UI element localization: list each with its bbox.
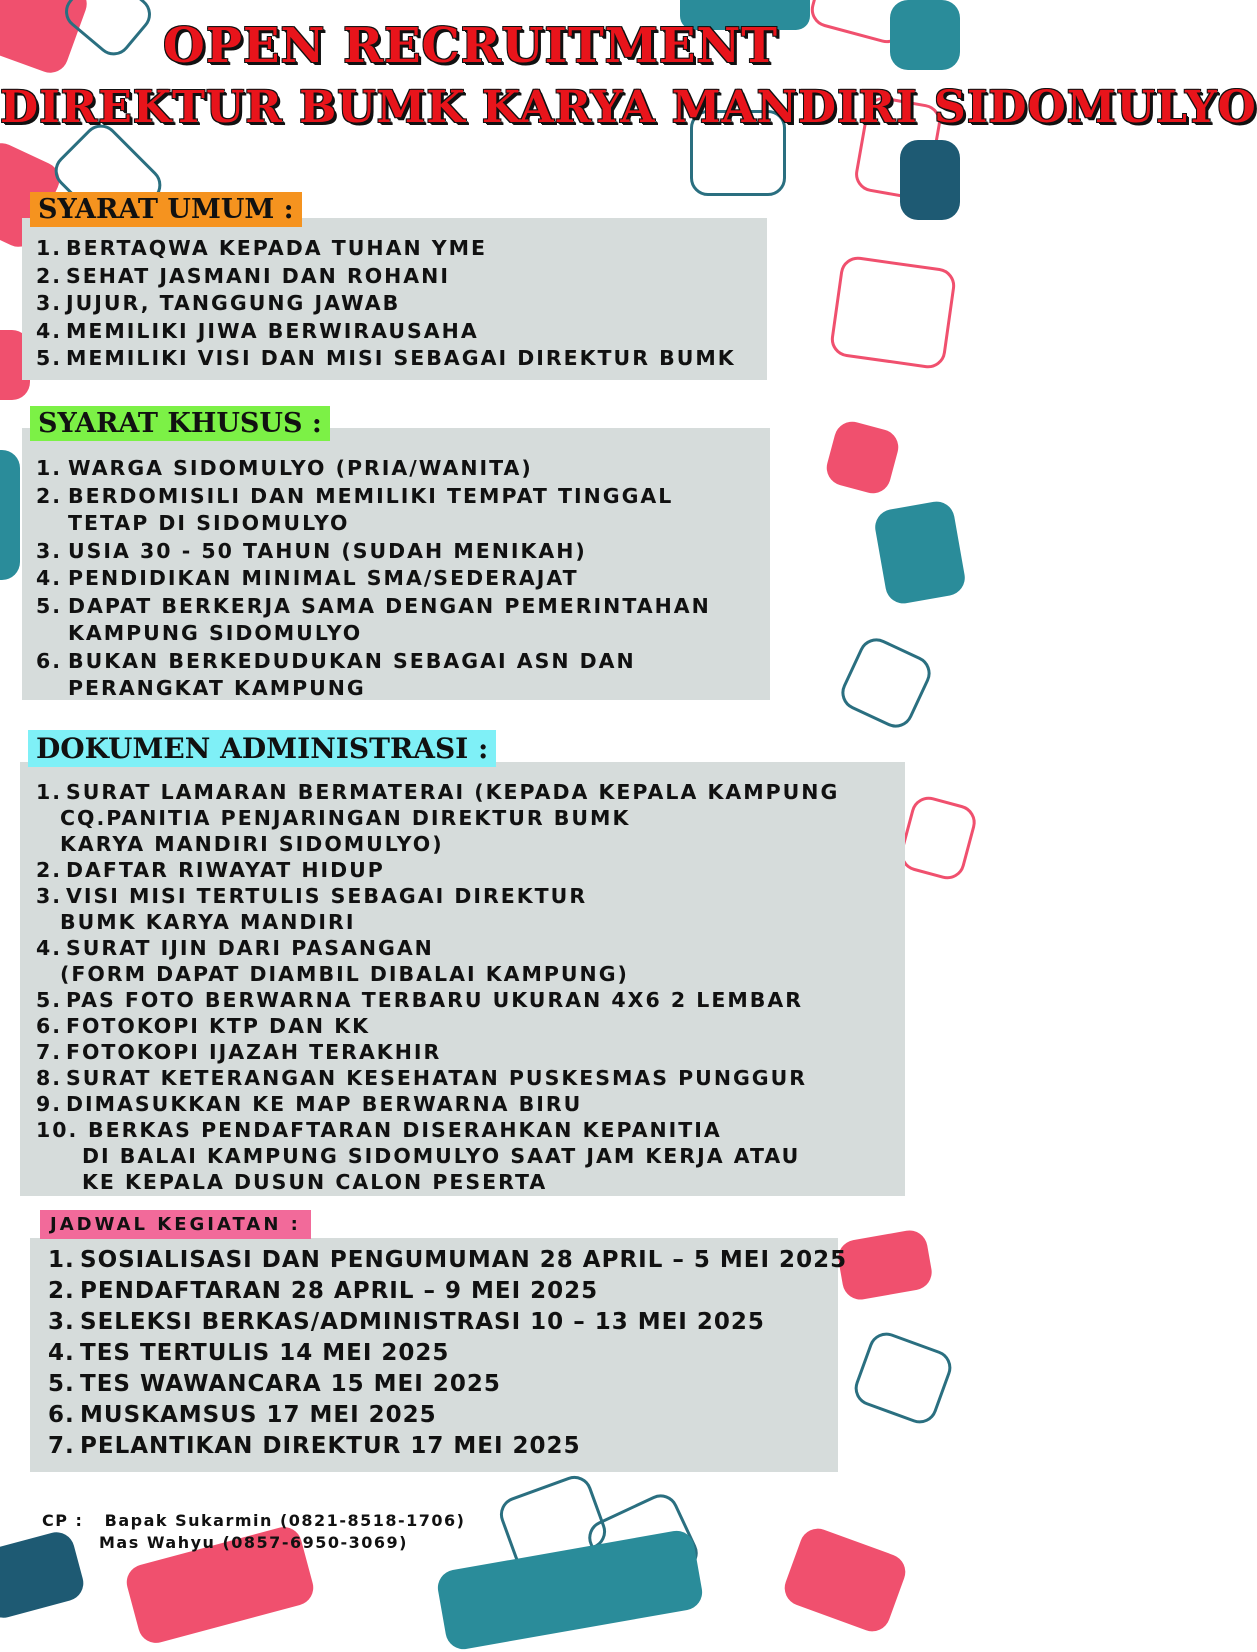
jadwal-item-number: 1. [48,1247,75,1273]
dokumen-item-text: PAS FOTO BERWARNA TERBARU UKURAN 4X6 2 LEMBAR [66,988,804,1012]
syarat-khusus-item [36,648,711,703]
dokumen-item-number: 6. [36,1014,63,1038]
syarat-umum-item [36,235,736,263]
dokumen-item [36,1117,839,1195]
syarat-umum-item-number: 3. [36,291,63,315]
syarat-khusus-item-number: 6. [36,648,63,673]
dokumen-item-number: 4. [36,936,63,960]
syarat-khusus-item [36,593,711,648]
dokumen-item-continuation: DI BALAI KAMPUNG SIDOMULYO SAAT JAM KERJA ATAU [82,1144,801,1168]
jadwal-item-text: PELANTIKAN DIREKTUR 17 MEI 2025 [80,1433,581,1459]
dokumen-item-number: 5. [36,988,63,1012]
dokumen-item-text: BERKAS PENDAFTARAN DISERAHKAN KEPANITIA [88,1118,722,1142]
dokumen-item [36,1013,839,1039]
syarat-khusus-item-number: 5. [36,593,63,618]
decorative-shape [835,1228,934,1303]
jadwal-item-number: 4. [48,1340,75,1366]
dokumen-item [36,1039,839,1065]
decorative-shape [900,140,960,220]
jadwal-item-number: 2. [48,1278,75,1304]
syarat-khusus-item-text: DAPAT BERKERJA SAMA DENGAN PEMERINTAHAN [68,593,711,618]
syarat-khusus-item-text: BERDOMISILI DAN MEMILIKI TEMPAT TINGGAL [68,483,674,508]
dokumen-item-number: 9. [36,1092,63,1116]
syarat-khusus-item-number: 2. [36,483,63,508]
syarat-khusus-item-continuation: PERANGKAT KAMPUNG [68,676,366,700]
syarat-khusus-item-text: USIA 30 - 50 TAHUN (SUDAH MENIKAH) [68,538,587,563]
syarat-khusus-item [36,565,711,593]
jadwal-item-number: 5. [48,1371,75,1397]
title-line-2: DIREKTUR BUMK KARYA MANDIRI SIDOMULYO [0,82,1257,133]
dokumen-item [36,1091,839,1117]
syarat-khusus-list [36,455,711,703]
decorative-shape [780,1524,911,1637]
dokumen-item-number: 1. [36,780,63,804]
dokumen-item-text: FOTOKOPI IJAZAH TERAKHIR [66,1040,442,1064]
syarat-umum-item-number: 4. [36,318,63,343]
jadwal-item-text: TES TERTULIS 14 MEI 2025 [80,1340,450,1366]
jadwal-item-text: MUSKAMSUS 17 MEI 2025 [80,1402,437,1428]
dokumen-item-text: FOTOKOPI KTP DAN KK [66,1014,370,1038]
decorative-shape [0,450,20,580]
contact-label: CP : [42,1511,84,1530]
syarat-khusus-item-number: 3. [36,538,63,563]
dokumen-item [36,883,839,935]
syarat-umum-item [36,263,736,291]
dokumen-item [36,987,839,1013]
syarat-khusus-item-text: PENDIDIKAN MINIMAL SMA/SEDERAJAT [68,566,579,590]
syarat-umum-list [36,235,736,373]
decorative-shape [872,499,967,606]
syarat-umum-item-text: SEHAT JASMANI DAN ROHANI [66,263,450,288]
jadwal-item-number: 7. [48,1433,75,1459]
dokumen-item-text: DIMASUKKAN KE MAP BERWARNA BIRU [66,1092,583,1116]
jadwal-item-number: 3. [48,1309,75,1335]
jadwal-item-number: 6. [48,1402,75,1428]
jadwal-item [48,1338,847,1369]
syarat-umum-heading: SYARAT UMUM : [30,192,302,227]
dokumen-item [36,779,839,857]
dokumen-item-continuation: (FORM DAPAT DIAMBIL DIBALAI KAMPUNG) [60,962,629,986]
syarat-khusus-item-text: WARGA SIDOMULYO (PRIA/WANITA) [68,456,533,480]
dokumen-item-text: SURAT KETERANGAN KESEHATAN PUSKESMAS PUNGGUR [66,1066,808,1090]
syarat-umum-item-text: MEMILIKI JIWA BERWIRAUSAHA [66,318,479,343]
decorative-shape [836,633,937,734]
syarat-umum-item-text: JUJUR, TANGGUNG JAWAB [66,291,401,315]
dokumen-item-continuation: KARYA MANDIRI SIDOMULYO) [60,832,444,856]
dokumen-item [36,857,839,883]
syarat-khusus-item [36,538,711,566]
dokumen-item-continuation: KE KEPALA DUSUN CALON PESERTA [82,1170,548,1194]
syarat-khusus-item [36,455,711,483]
contact-block [42,1510,465,1554]
dokumen-list [36,779,839,1195]
syarat-umum-item [36,318,736,346]
syarat-khusus-heading: SYARAT KHUSUS : [30,406,330,441]
jadwal-item [48,1400,847,1431]
dokumen-item-number: 10. [36,1118,79,1142]
contact-line-2 [42,1532,465,1554]
jadwal-item [48,1431,847,1462]
dokumen-item-text: VISI MISI TERTULIS SEBAGAI DIREKTUR [66,884,588,908]
dokumen-item [36,1065,839,1091]
syarat-khusus-item-text: BUKAN BERKEDUDUKAN SEBAGAI ASN DAN [68,648,636,673]
syarat-khusus-item-number: 1. [36,456,63,480]
syarat-umum-item-text: MEMILIKI VISI DAN MISI SEBAGAI DIREKTUR BUMK [66,346,736,370]
syarat-khusus-item-continuation: TETAP DI SIDOMULYO [68,511,350,535]
dokumen-item-text: DAFTAR RIWAYAT HIDUP [66,858,385,882]
syarat-umum-item [36,345,736,373]
dokumen-item [36,935,839,987]
contact-person-1: Bapak Sukarmin (0821-8518-1706) [104,1511,466,1530]
dokumen-item-number: 8. [36,1066,63,1090]
jadwal-item [48,1307,847,1338]
jadwal-item-text: PENDAFTARAN 28 APRIL – 9 MEI 2025 [80,1278,599,1304]
dokumen-item-continuation: CQ.PANITIA PENJARINGAN DIREKTUR BUMK [60,806,631,830]
dokumen-item-number: 7. [36,1040,63,1064]
syarat-umum-item-number: 5. [36,346,63,370]
syarat-umum-item-number: 1. [36,236,63,260]
dokumen-item-text: SURAT LAMARAN BERMATERAI (KEPADA KEPALA KAMPUNG [66,780,840,804]
title-line-1: OPEN RECRUITMENT [163,18,778,74]
dokumen-item-number: 3. [36,884,63,908]
jadwal-list [48,1245,847,1462]
decorative-shape [850,1328,957,1429]
syarat-umum-item-number: 2. [36,263,63,288]
jadwal-item-text: SELEKSI BERKAS/ADMINISTRASI 10 – 13 MEI 2025 [80,1309,765,1335]
syarat-khusus-item [36,483,711,538]
decorative-shape [829,254,958,370]
decorative-shape [896,793,979,883]
jadwal-item [48,1245,847,1276]
jadwal-item-text: SOSIALISASI DAN PENGUMUMAN 28 APRIL – 5 MEI 2025 [80,1247,848,1273]
contact-person-2: Mas Wahyu (0857-6950-3069) [99,1533,408,1552]
syarat-umum-item-text: BERTAQWA KEPADA TUHAN YME [66,236,487,260]
dokumen-item-number: 2. [36,858,63,882]
jadwal-item [48,1276,847,1307]
jadwal-heading: JADWAL KEGIATAN : [40,1210,311,1239]
syarat-khusus-item-continuation: KAMPUNG SIDOMULYO [68,621,363,645]
dokumen-item-continuation: BUMK KARYA MANDIRI [60,910,356,934]
dokumen-item-text: SURAT IJIN DARI PASANGAN [66,936,434,960]
contact-line-1 [42,1510,465,1532]
syarat-khusus-item-number: 4. [36,566,63,590]
jadwal-item-text: TES WAWANCARA 15 MEI 2025 [80,1371,501,1397]
syarat-umum-item [36,290,736,318]
decorative-shape [823,418,903,498]
dokumen-heading: DOKUMEN ADMINISTRASI : [28,730,496,767]
jadwal-item [48,1369,847,1400]
